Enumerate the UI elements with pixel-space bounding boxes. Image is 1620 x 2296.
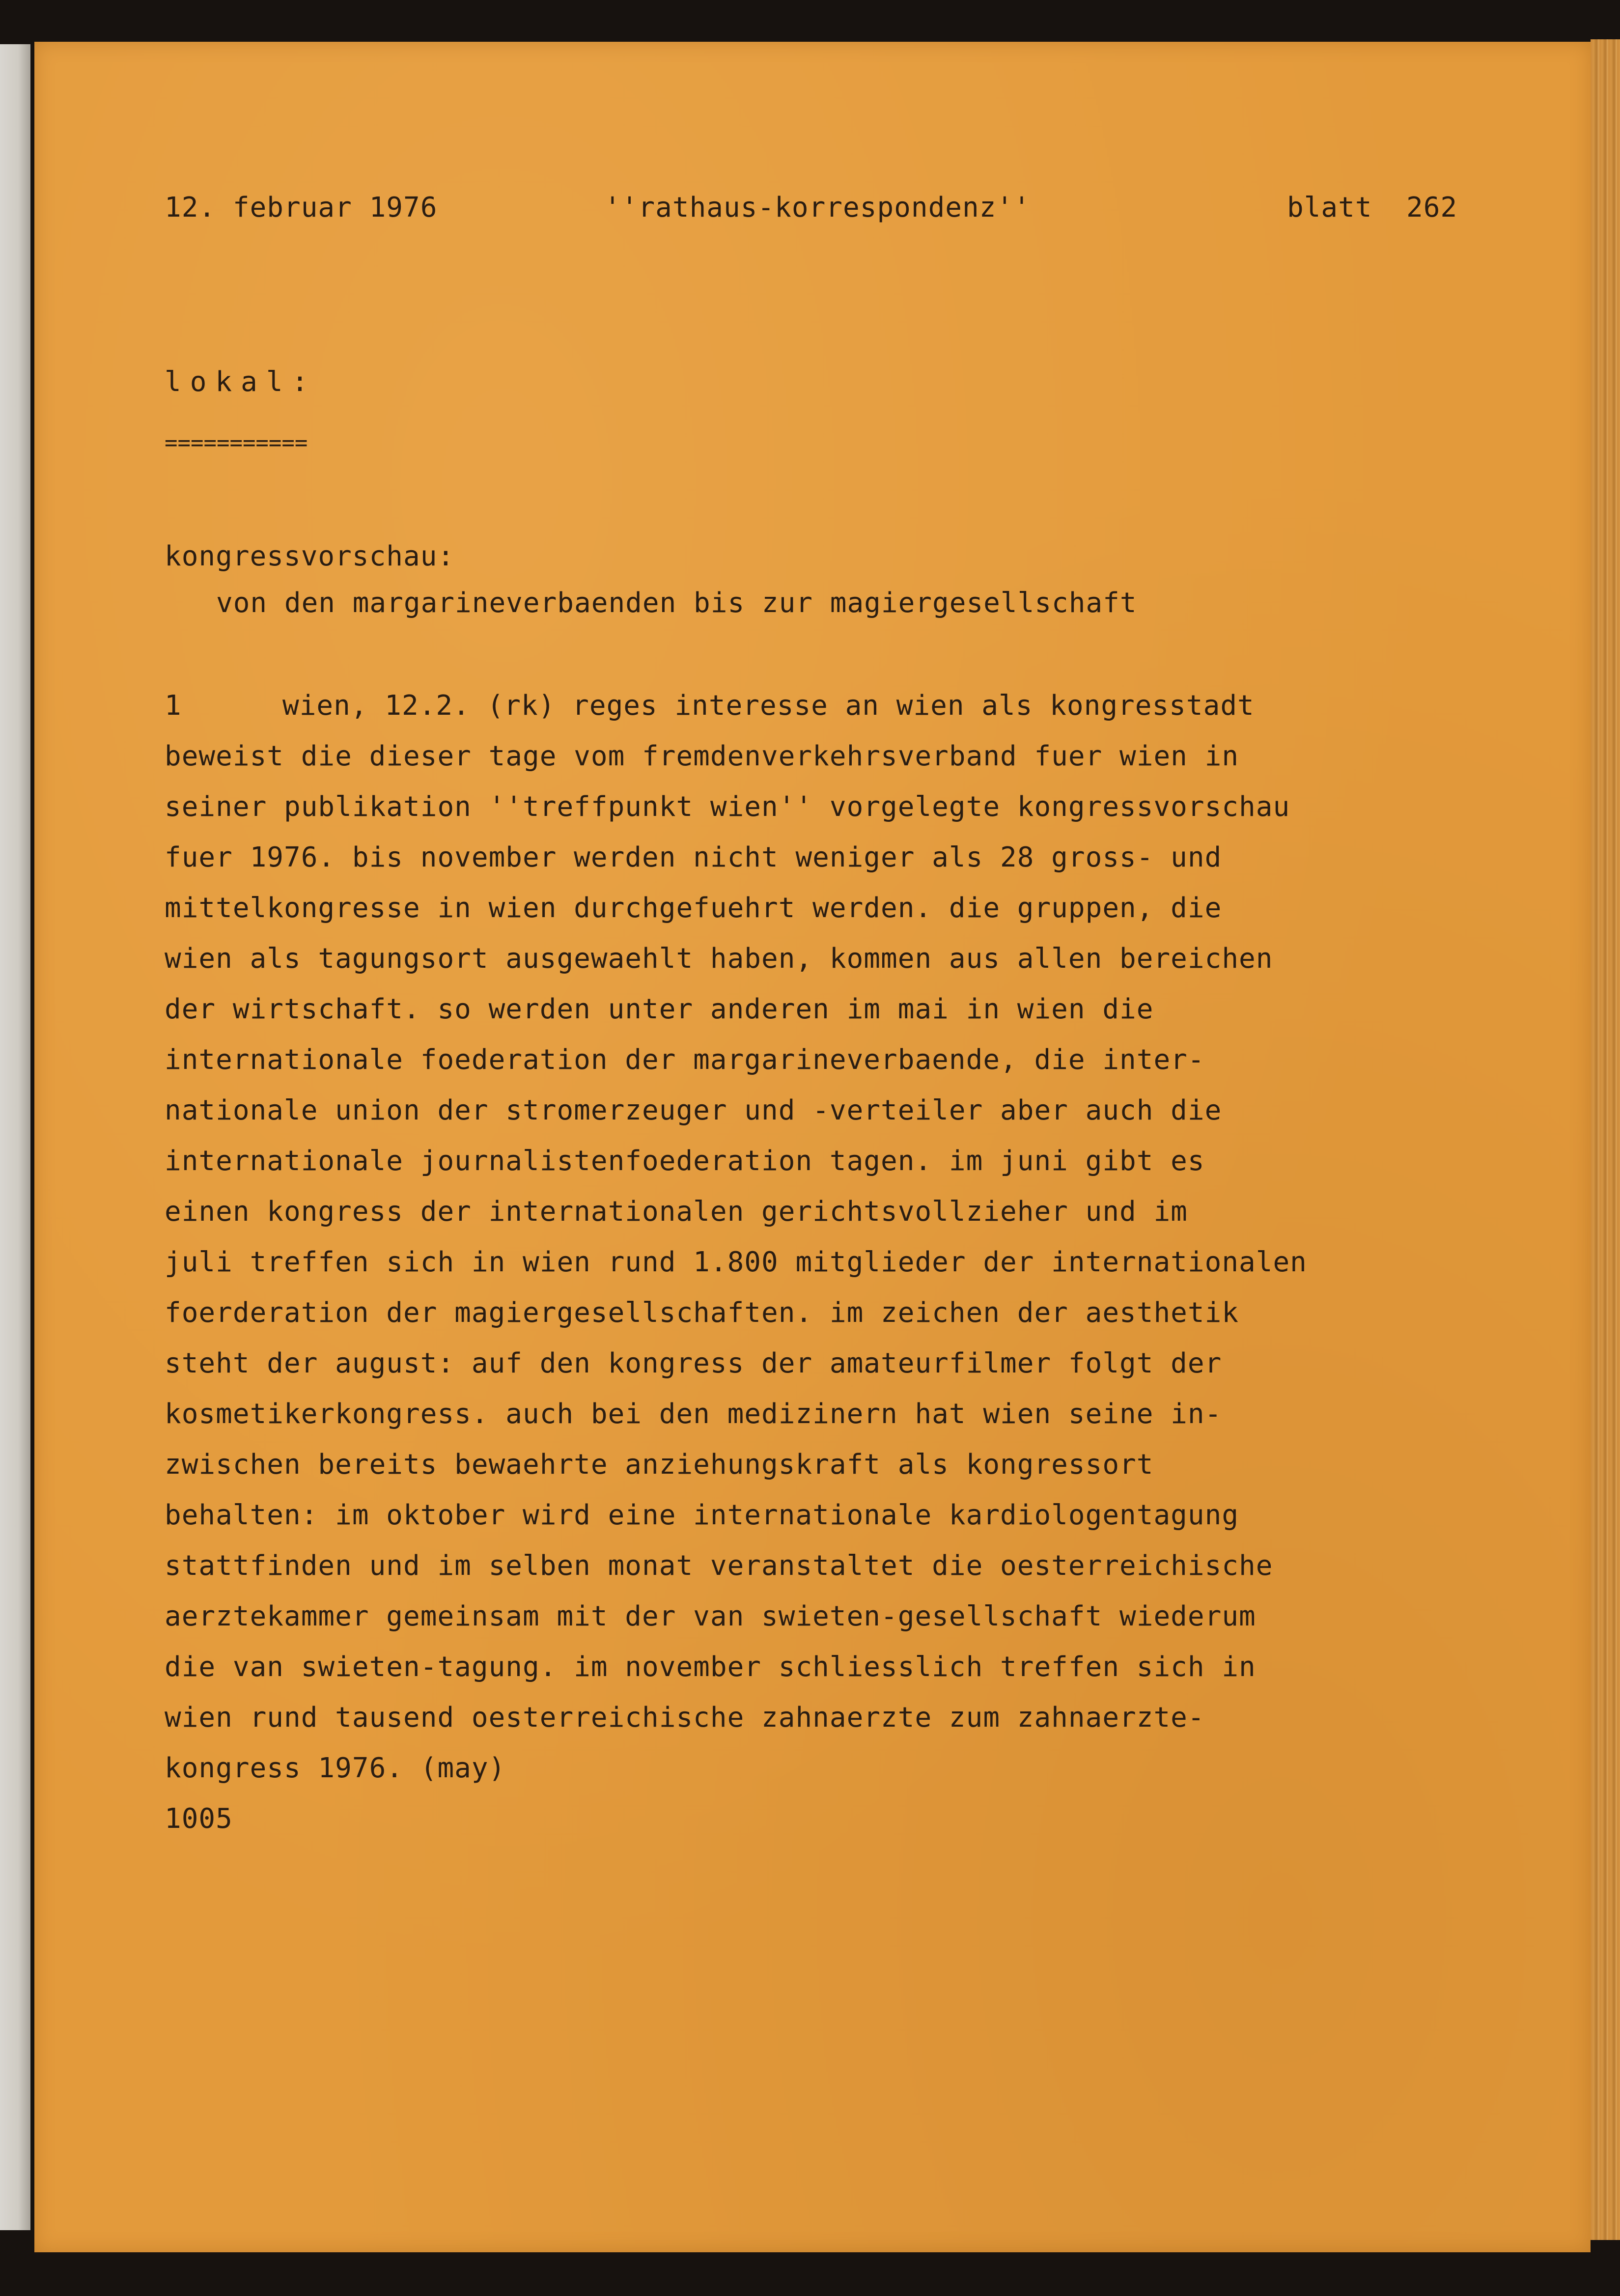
body-line: fuer 1976. bis november werden nicht weniger als 28 gross- und xyxy=(165,841,1222,873)
body-line: kosmetikerkongress. auch bei den medizinern hat wien seine in- xyxy=(165,1398,1222,1430)
article-headline: kongressvorschau: xyxy=(165,540,455,572)
header-sheet-number: blatt 262 xyxy=(1287,192,1458,224)
body-line: der wirtschaft. so werden unter anderen im mai in wien die xyxy=(165,993,1154,1025)
page-stack-edge xyxy=(1591,39,1620,2240)
body-line: mittelkongresse in wien durchgefuehrt werden. die gruppen, die xyxy=(165,892,1222,924)
body-line: stattfinden und im selben monat veranstaltet die oesterreichische xyxy=(165,1550,1273,1582)
body-line-first xyxy=(165,680,1307,731)
body-line: aerztekammer gemeinsam mit der van swieten-gesellschaft wiederum xyxy=(165,1600,1256,1632)
body-line: wien rund tausend oesterreichische zahnaerzte zum zahnaerzte- xyxy=(165,1702,1205,1734)
body-line: beweist die dieser tage vom fremdenverkehrsverband fuer wien in xyxy=(165,740,1239,772)
body-line: zwischen bereits bewaehrte anziehungskraft als kongressort xyxy=(165,1449,1154,1481)
article-body xyxy=(165,680,1307,1844)
body-line: seiner publikation ''treffpunkt wien'' vorgelegte kongressvorschau xyxy=(165,791,1290,823)
left-page-edge xyxy=(0,44,30,2230)
header-date: 12. februar 1976 xyxy=(165,192,438,224)
section-underline: =========== xyxy=(165,430,308,455)
body-line: behalten: im oktober wird eine internationale kardiologentagung xyxy=(165,1499,1239,1531)
body-line: nationale union der stromerzeuger und -verteiler aber auch die xyxy=(165,1094,1222,1126)
body-line: steht der august: auf den kongress der amateurfilmer folgt der xyxy=(165,1347,1222,1379)
section-label: lokal: xyxy=(165,366,317,398)
body-line: juli treffen sich in wien rund 1.800 mitglieder der internationalen xyxy=(165,1246,1307,1278)
body-line: internationale journalistenfoederation tagen. im juni gibt es xyxy=(165,1145,1205,1177)
header-title: ''rathaus-korrespondenz'' xyxy=(604,192,1031,224)
paragraph-number: 1 xyxy=(165,690,182,722)
article-subheadline: von den margarineverbaenden bis zur magiergesellschaft xyxy=(216,587,1137,619)
body-line: foerderation der magiergesellschaften. im zeichen der aesthetik xyxy=(165,1297,1239,1329)
body-line: einen kongress der internationalen gerichtsvollzieher und im xyxy=(165,1196,1188,1228)
body-line-text: wien, 12.2. (rk) reges interesse an wien als kongresstadt xyxy=(282,690,1255,722)
body-line: internationale foederation der margarineverbaende, die inter- xyxy=(165,1044,1205,1076)
body-line: die van swieten-tagung. im november schliesslich treffen sich in xyxy=(165,1651,1256,1683)
document-page xyxy=(34,42,1591,2252)
body-line: wien als tagungsort ausgewaehlt haben, kommen aus allen bereichen xyxy=(165,943,1273,975)
footer-code: 1005 xyxy=(165,1803,233,1835)
body-line: kongress 1976. (may) xyxy=(165,1752,506,1784)
